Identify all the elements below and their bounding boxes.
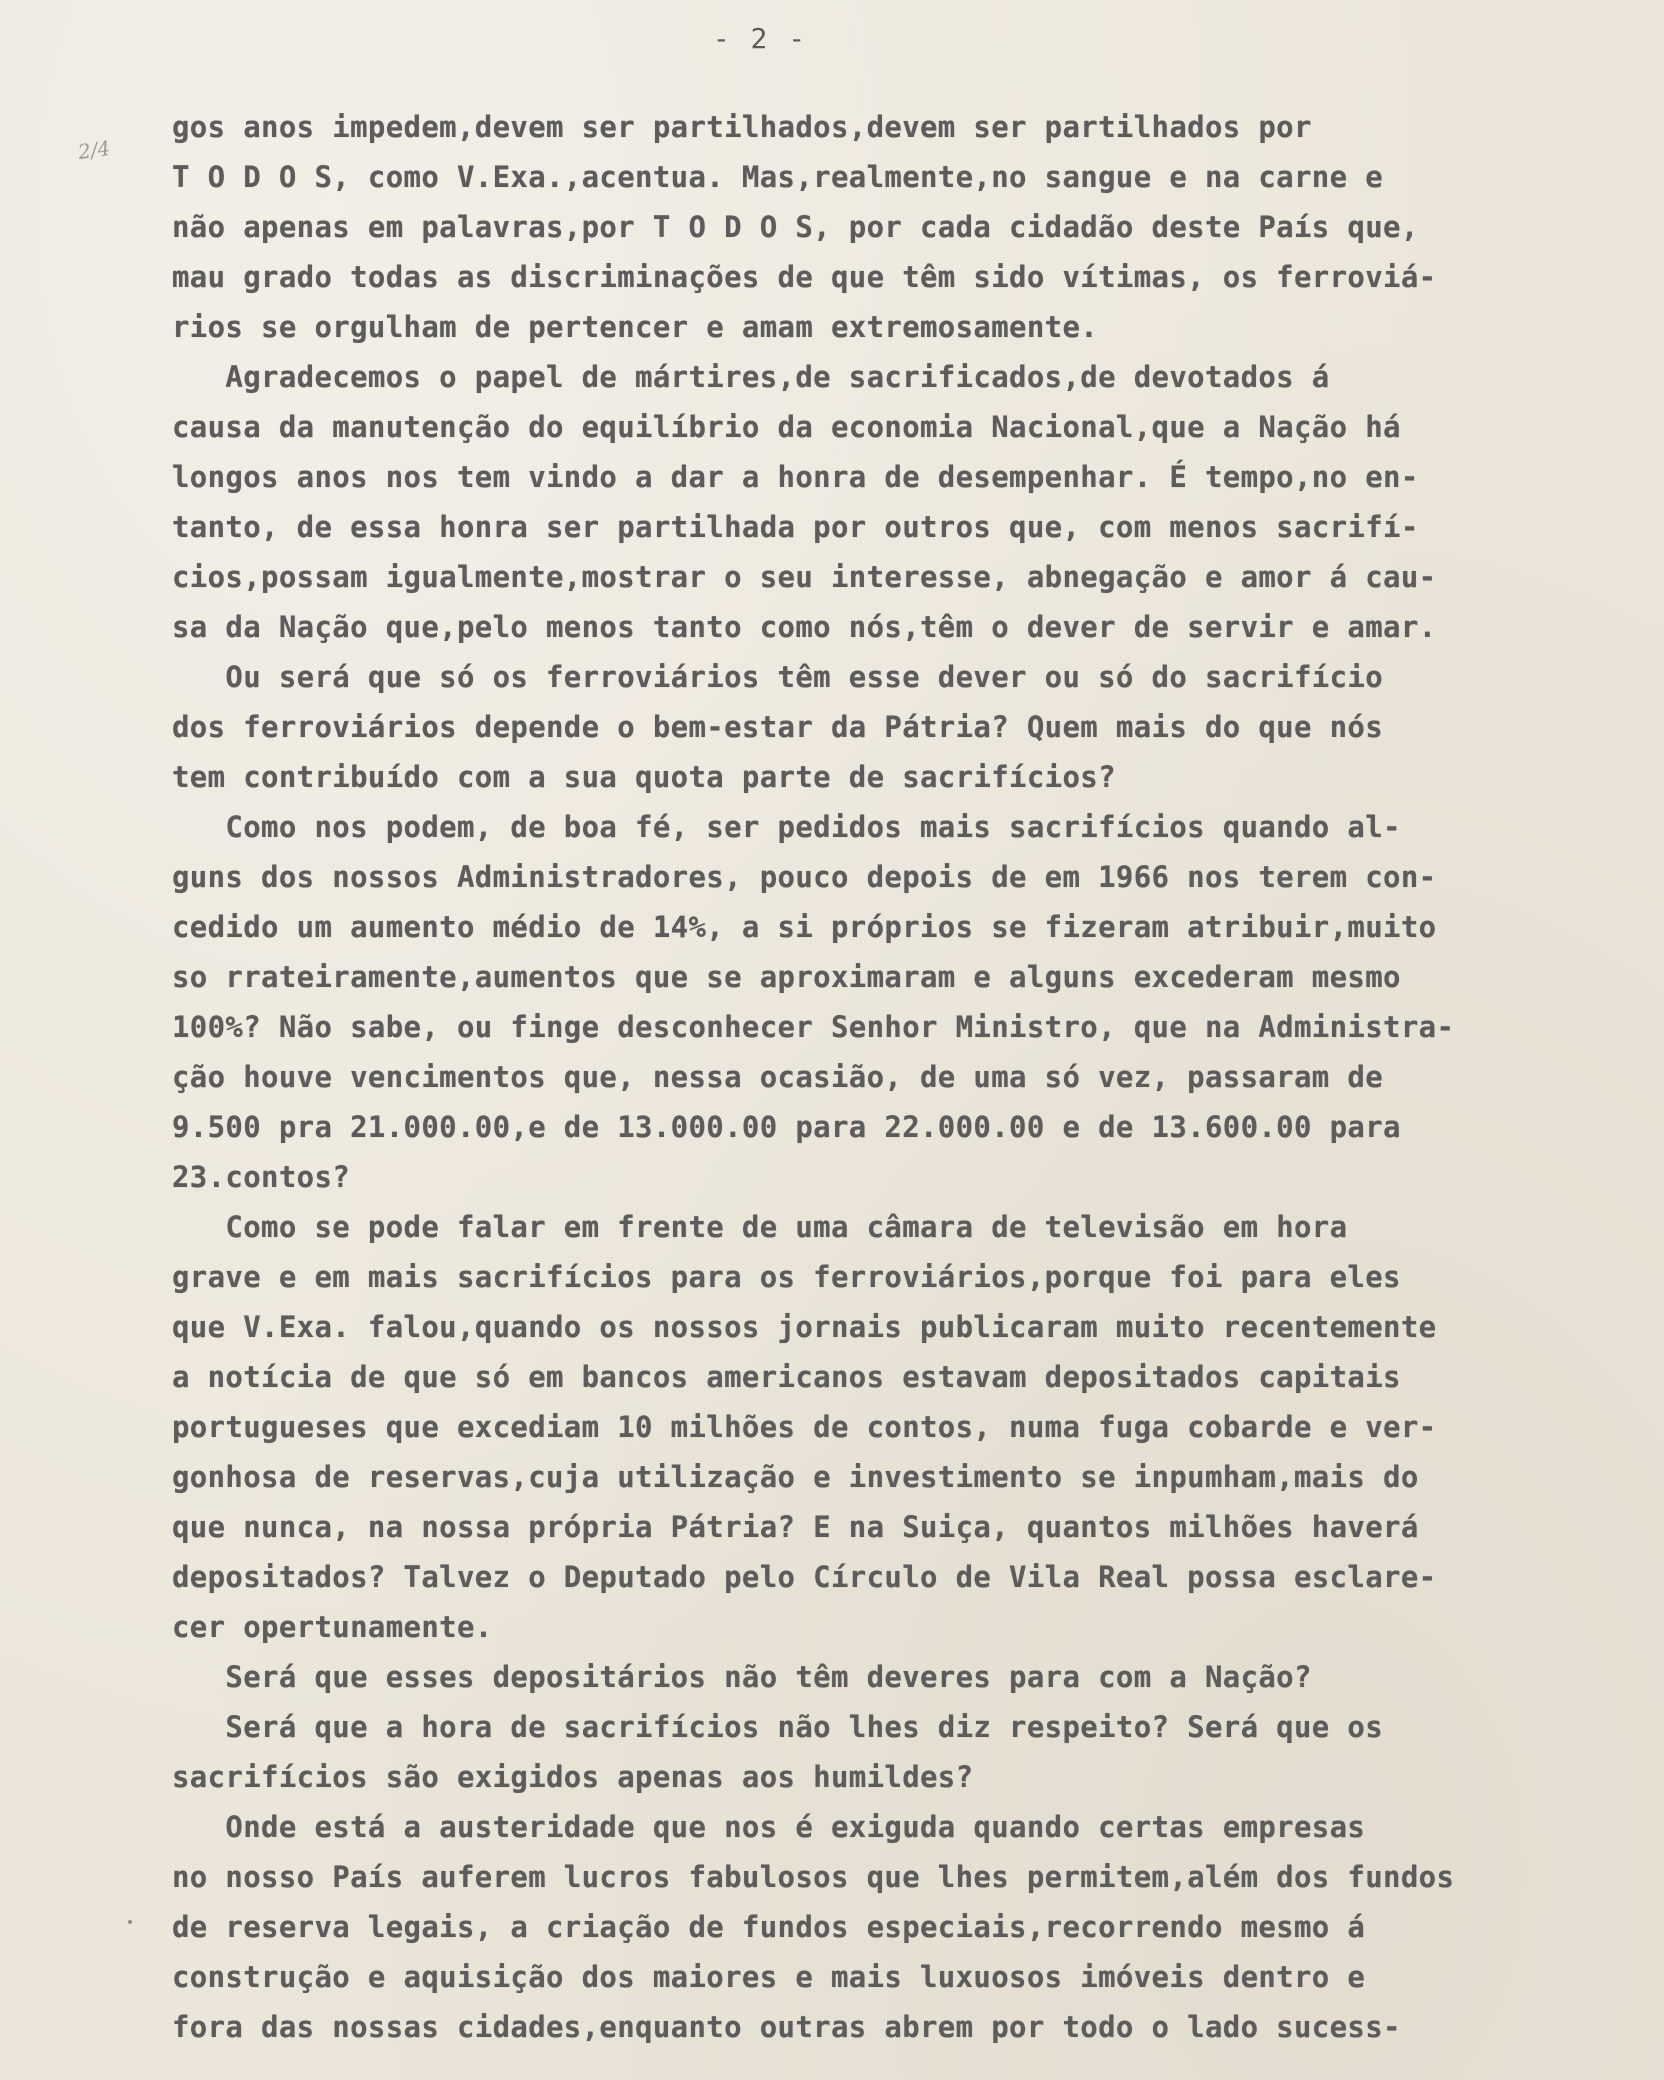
page-number: - 2 - <box>712 22 808 55</box>
text-line: Será que a hora de sacrifícios não lhes diz respeito? Será que os <box>172 1710 1384 1744</box>
text-line: guns dos nossos Administradores, pouco depois de em 1966 nos terem con- <box>172 860 1437 894</box>
text-line: a notícia de que só em bancos americanos estavam depositados capitais <box>172 1360 1401 1394</box>
text-line: cer opertunamente. <box>172 1610 493 1644</box>
text-line: Como nos podem, de boa fé, ser pedidos mais sacrifícios quando al- <box>172 810 1401 844</box>
text-line: gonhosa de reservas,cuja utilização e investimento se inpumham,mais do <box>172 1460 1419 1494</box>
text-line: so rrateiramente,aumentos que se aproximaram e alguns excederam mesmo <box>172 960 1401 994</box>
text-line: gos anos impedem,devem ser partilhados,devem ser partilhados por <box>172 110 1312 144</box>
text-line: 23.contos? <box>172 1160 351 1194</box>
text-line: Como se pode falar em frente de uma câmara de televisão em hora <box>172 1210 1348 1244</box>
text-line: 9.500 pra 21.000.00,e de 13.000.00 para 22.000.00 e de 13.600.00 para <box>172 1110 1401 1144</box>
text-line: 100%? Não sabe, ou finge desconhecer Senhor Ministro, que na Administra- <box>172 1010 1455 1044</box>
text-line: dos ferroviários depende o bem-estar da Pátria? Quem mais do que nós <box>172 710 1384 744</box>
text-line: Agradecemos o papel de mártires,de sacrificados,de devotados á <box>172 360 1330 394</box>
text-line: T O D O S, como V.Exa.,acentua. Mas,realmente,no sangue e na carne e <box>172 160 1384 194</box>
text-line: rios se orgulham de pertencer e amam extremosamente. <box>172 310 1099 344</box>
text-line: no nosso País auferem lucros fabulosos que lhes permitem,além dos fundos <box>172 1860 1455 1894</box>
text-line: Será que esses depositários não têm deveres para com a Nação? <box>172 1660 1312 1694</box>
text-line: de reserva legais, a criação de fundos especiais,recorrendo mesmo á <box>172 1910 1366 1944</box>
text-line: não apenas em palavras,por T O D O S, por cada cidadão deste País que, <box>172 210 1419 244</box>
text-line: mau grado todas as discriminações de que têm sido vítimas, os ferroviá- <box>172 260 1437 294</box>
text-line: portugueses que excediam 10 milhões de contos, numa fuga cobarde e ver- <box>172 1410 1437 1444</box>
text-line: fora das nossas cidades,enquanto outras abrem por todo o lado sucess- <box>172 2010 1401 2044</box>
text-line: grave e em mais sacrifícios para os ferroviários,porque foi para eles <box>172 1260 1401 1294</box>
ink-dot <box>128 1920 132 1924</box>
text-line: longos anos nos tem vindo a dar a honra de desempenhar. É tempo,no en- <box>172 460 1419 494</box>
text-line: causa da manutenção do equilíbrio da economia Nacional,que a Nação há <box>172 410 1401 444</box>
text-line: Ou será que só os ferroviários têm esse dever ou só do sacrifício <box>172 660 1384 694</box>
text-line: tem contribuído com a sua quota parte de sacrifícios? <box>172 760 1116 794</box>
text-line: tanto, de essa honra ser partilhada por outros que, com menos sacrifí- <box>172 510 1419 544</box>
text-line: que V.Exa. falou,quando os nossos jornais publicaram muito recentemente <box>172 1310 1437 1344</box>
typed-text-body <box>172 102 1652 2052</box>
text-line: construção e aquisição dos maiores e mais luxuosos imóveis dentro e <box>172 1960 1366 1994</box>
text-line: depositados? Talvez o Deputado pelo Círculo de Vila Real possa esclare- <box>172 1560 1437 1594</box>
text-line: Onde está a austeridade que nos é exiguda quando certas empresas <box>172 1810 1366 1844</box>
text-line: sa da Nação que,pelo menos tanto como nós,têm o dever de servir e amar. <box>172 610 1437 644</box>
text-line: ção houve vencimentos que, nessa ocasião, de uma só vez, passaram de <box>172 1060 1384 1094</box>
text-line: cios,possam igualmente,mostrar o seu interesse, abnegação e amor á cau- <box>172 560 1437 594</box>
text-line: que nunca, na nossa própria Pátria? E na Suiça, quantos milhões haverá <box>172 1510 1419 1544</box>
text-line: cedido um aumento médio de 14%, a si próprios se fizeram atribuir,muito <box>172 910 1437 944</box>
margin-note: 2/4 <box>76 135 112 165</box>
text-line: sacrifícios são exigidos apenas aos humildes? <box>172 1760 974 1794</box>
